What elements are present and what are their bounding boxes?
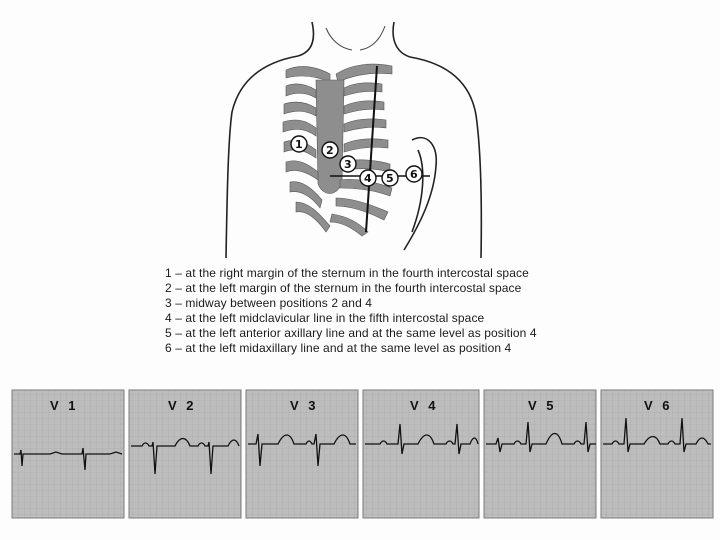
electrode-3-marker: [340, 156, 356, 172]
lead-label-v4: V 4: [410, 398, 439, 413]
ecg-lead-strips: [0, 388, 720, 523]
legend-line-6: 6 – at the left midaxillary line and at the same level as position 4: [165, 341, 512, 355]
lead-label-v3: V 3: [290, 398, 319, 413]
electrode-5-marker: [382, 170, 398, 186]
electrode-2-number: 2: [326, 144, 334, 157]
panel-v2: [129, 390, 241, 518]
electrode-4-number: 4: [364, 172, 372, 185]
neck-lines: [326, 26, 385, 50]
panel-v4: [363, 390, 479, 518]
legend-line-4: 4 – at the left midclavicular line in the fifth intercostal space: [165, 311, 485, 325]
lead-label-v1: V 1: [50, 398, 79, 413]
electrode-position-legend: [165, 266, 585, 356]
lead-label-v5: V 5: [528, 398, 557, 413]
legend-line-2: 2 – at the left margin of the sternum in the fourth intercostal space: [165, 281, 522, 295]
electrode-6-number: 6: [410, 168, 418, 181]
electrode-3-number: 3: [344, 158, 352, 171]
thorax-diagram: [0, 0, 720, 265]
panel-v3: [246, 390, 358, 518]
electrode-1-number: 1: [295, 138, 303, 151]
legend-line-3: 3 – midway between positions 2 and 4: [165, 296, 373, 310]
legend-line-1: 1 – at the right margin of the sternum in the fourth intercostal space: [165, 266, 529, 280]
panel-v5: [484, 390, 596, 518]
panel-v6: [601, 390, 713, 518]
electrode-1-marker: [291, 136, 307, 152]
electrode-5-number: 5: [386, 172, 394, 185]
lead-label-v2: V 2: [168, 398, 197, 413]
arm-outline: [404, 138, 436, 250]
electrode-2-marker: [322, 142, 338, 158]
lead-label-v6: V 6: [644, 398, 673, 413]
electrode-6-marker: [406, 166, 422, 182]
electrode-4-marker: [360, 170, 376, 186]
legend-line-5: 5 – at the left anterior axillary line and at the same level as position 4: [165, 326, 537, 340]
panel-v1: [12, 390, 124, 518]
